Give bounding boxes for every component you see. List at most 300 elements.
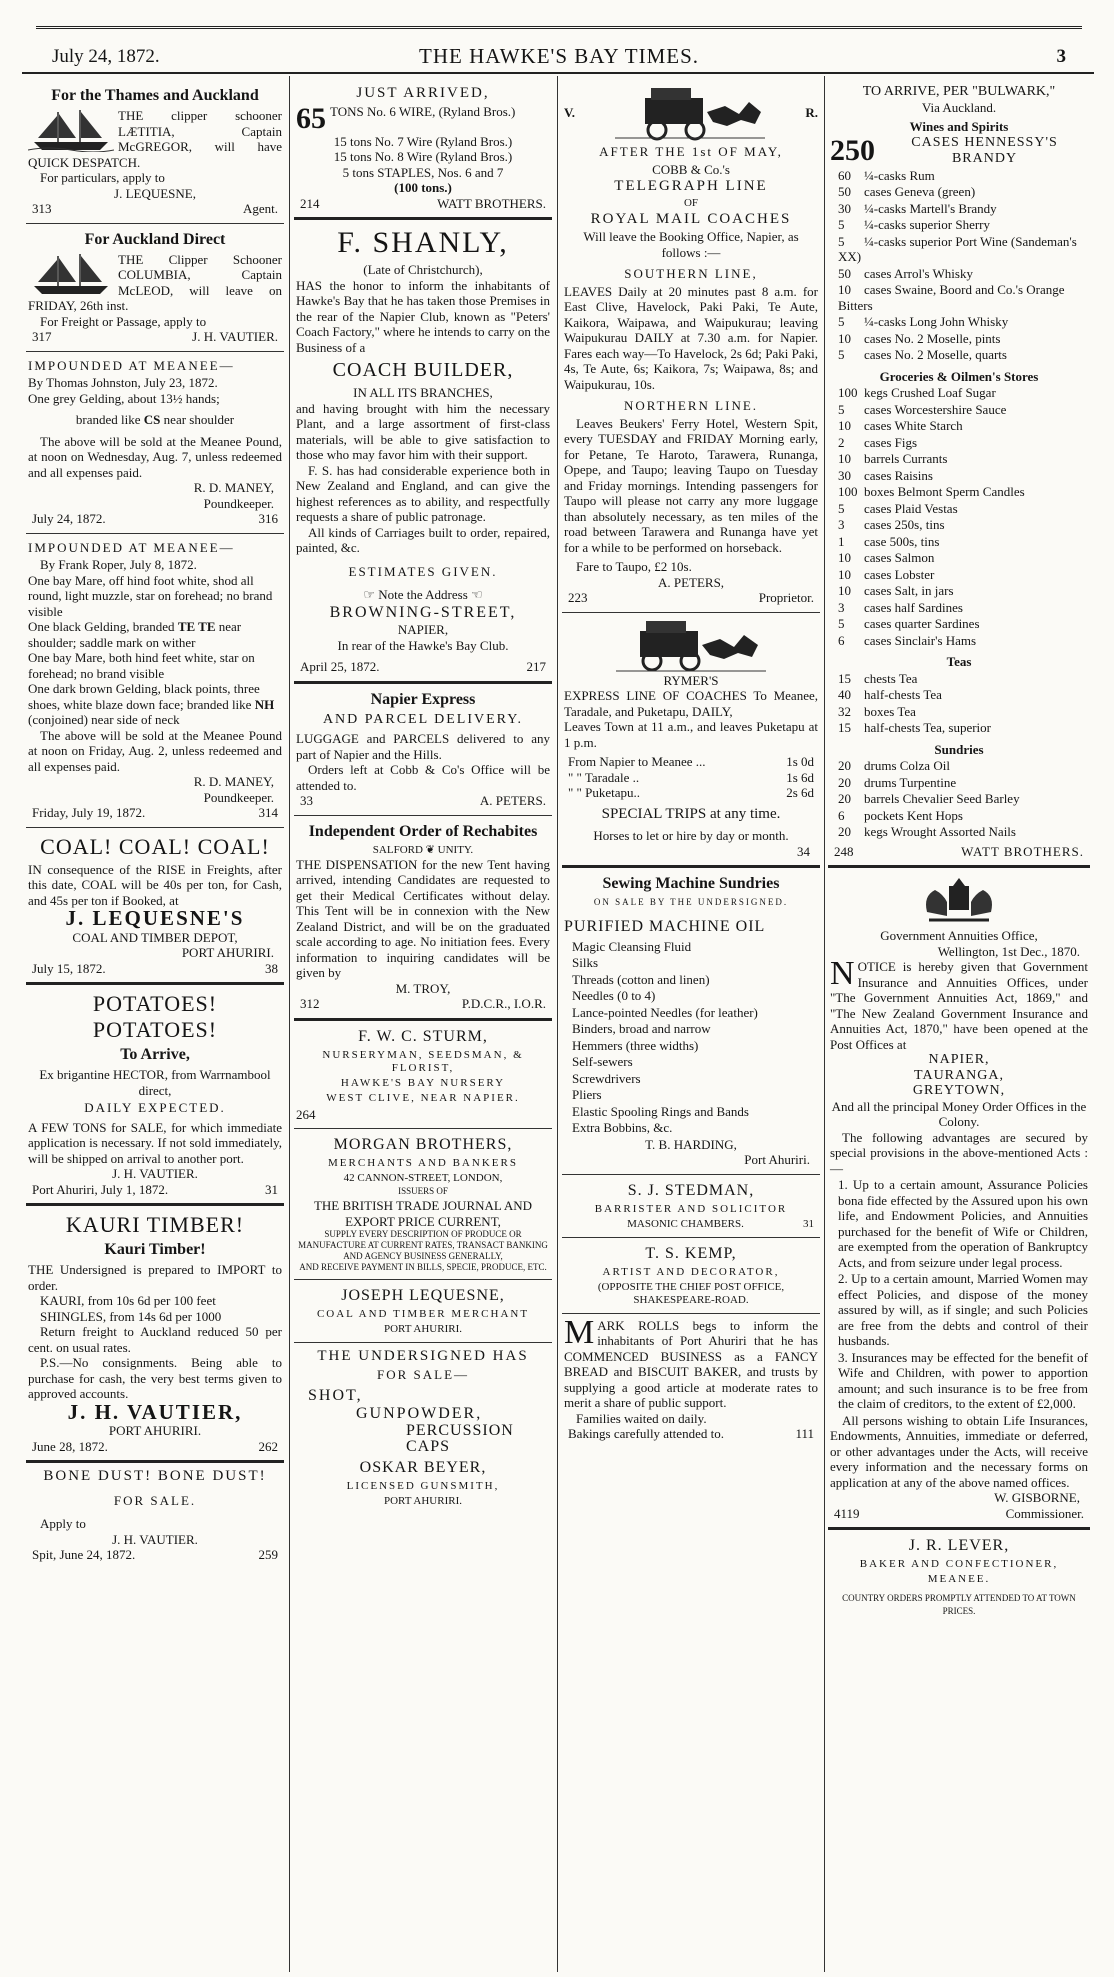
list-item [830, 331, 1088, 347]
ad-heading: MORGAN BROTHERS, [333, 1136, 513, 1153]
ad-line: MASONIC CHAMBERS. [627, 1217, 744, 1230]
wines-list [830, 168, 1088, 363]
item-quantity: 1 [838, 533, 845, 549]
list-item [830, 720, 1088, 736]
ad-bulwark [828, 80, 1090, 868]
ad-line: Bakings carefully attended to. [568, 1426, 724, 1441]
column-divider [824, 76, 825, 1972]
ad-signature: J. H. VAUTIER. [112, 1531, 198, 1547]
ad-number: 264 [296, 1106, 316, 1122]
fare-row [564, 754, 818, 770]
ad-body: All kinds of Carriages built to order, repaired, painted, &c. [296, 524, 550, 555]
ad-footer [296, 659, 550, 675]
list-item [830, 687, 1088, 703]
ad-line: SHINGLES, from 14s 6d per 1000 [40, 1308, 222, 1324]
ad-heading: J. R. LEVER, [908, 1537, 1010, 1554]
fare-row [564, 785, 818, 801]
ad-oskar-beyer [294, 1343, 552, 1514]
fare-route: " " Puketapu.. [568, 785, 640, 800]
list-item [830, 385, 1088, 401]
ad-footer [564, 1426, 818, 1442]
ad-line: Wellington, 1st Dec., 1870. [937, 943, 1080, 959]
ad-cobb-coaches [562, 80, 820, 613]
ad-number: 223 [568, 590, 588, 605]
ad-heading: TELEGRAPH LINE [614, 178, 768, 194]
ad-number: 316 [258, 511, 278, 526]
ad-subheading: Kauri Timber! [104, 1241, 206, 1258]
list-item [830, 451, 1088, 467]
ad-body: Leaves Town at 11 a.m., and leaves Puketapu at 1 p.m. [564, 719, 818, 750]
ad-heading: T. S. KEMP, [645, 1244, 737, 1262]
ad-kemp [562, 1238, 820, 1314]
item-quantity: 10 [838, 330, 851, 346]
ad-line: FOR SALE— [376, 1366, 470, 1382]
ad-number: 313 [32, 201, 52, 216]
ad-line: PURIFIED MACHINE OIL [564, 918, 766, 935]
ad-footer [28, 511, 282, 527]
royal-arms-icon [917, 872, 1001, 928]
ad-line: By Thomas Johnston, July 23, 1872. [28, 375, 218, 390]
ad-role: Proprietor. [758, 590, 814, 605]
masthead-rule [22, 72, 1094, 74]
column-divider [557, 76, 558, 1972]
ad-signature: T. B. HARDING, [645, 1136, 737, 1152]
ad-heading: JOSEPH LEQUESNE, [341, 1287, 505, 1304]
item-quantity: 100 [838, 385, 858, 400]
list-item [830, 791, 1088, 807]
ad-heading: S. J. STEDMAN, [627, 1181, 755, 1199]
ad-number: 312 [300, 996, 320, 1011]
column-1 [26, 80, 284, 1970]
ad-line: ISSUERS OF [398, 1186, 448, 1196]
fare-price: 1s 6d [786, 769, 814, 785]
list-item [830, 824, 1088, 840]
ad-line: 42 CANNON-STREET, LONDON, [343, 1172, 503, 1184]
item-quantity: 10 [838, 418, 851, 433]
item-quantity: 20 [838, 758, 851, 773]
item-quantity: 6 [838, 807, 845, 823]
item-quantity: 10 [838, 566, 851, 582]
list-item [830, 402, 1088, 418]
item-quantity: 5 [838, 233, 845, 249]
ad-line: CASES HENNESSY'S BRANDY [911, 135, 1058, 166]
item-description: ¼-casks superior Sherry [864, 217, 990, 232]
item-description: kegs Crushed Loaf Sugar [864, 385, 996, 400]
groceries-list [830, 385, 1088, 648]
ad-line: COAL AND TIMBER MERCHANT [316, 1308, 530, 1320]
ad-shanly [294, 220, 552, 684]
ad-line: LICENSED GUNSMITH, [346, 1480, 500, 1492]
ad-apply: Apply to [40, 1516, 86, 1531]
ad-signature: J. H. VAUTIER, [67, 1399, 243, 1424]
ad-body: THE DISPENSATION for the new Tent having arrived, intending Candidates are requested to get their Medical Certificates without delay. This Tent will be in connexion with the New Zealand District, and will be on the graduated scale according to age. No initiation fees. Every information to inquiring candidates will be given by [296, 856, 550, 980]
item-quantity: 5 [838, 616, 845, 631]
ad-body: The above will be sold at the Meanee Pound, at noon on Wednesday, Aug. 7, unless redeemed and all expenses paid. [28, 433, 282, 480]
office-place: TAURANGA, [914, 1067, 1004, 1083]
ad-line: BROWNING-STREET, [329, 603, 517, 621]
list-item [830, 314, 1088, 330]
item-quantity: 5 [838, 347, 845, 362]
item-description: kegs Wrought Assorted Nails [864, 824, 1016, 839]
item-quantity: 60 [838, 167, 851, 183]
big-number: 250 [830, 133, 875, 167]
ad-number: 111 [795, 1426, 814, 1441]
item-description: pockets Kent Hops [864, 807, 963, 823]
ad-footer [28, 1439, 282, 1455]
item-quantity: 15 [838, 670, 851, 686]
item-quantity: 50 [838, 184, 851, 199]
ad-heading: For Auckland Direct [84, 230, 226, 248]
ad-line: COBB & Co.'s [652, 161, 730, 177]
ad-line: SHAKESPEARE-ROAD. [633, 1293, 749, 1306]
item-quantity: 10 [838, 282, 851, 297]
ad-heading: Sewing Machine Sundries [602, 875, 780, 892]
ad-heading: IMPOUNDED AT MEANEE— [28, 357, 235, 373]
ad-footer [830, 1506, 1088, 1522]
ad-footer [830, 844, 1088, 860]
sewing-items-list [564, 939, 818, 1136]
ad-government-annuities [828, 868, 1090, 1530]
list-item: Binders, broad and narrow [572, 1021, 711, 1036]
ad-body: Orders left at Cobb & Co's Office will be attended to. [296, 762, 550, 793]
ad-line: DAILY EXPECTED. [84, 1100, 226, 1115]
list-item [830, 600, 1088, 616]
list-item [830, 266, 1088, 282]
ad-date: July 15, 1872. [32, 960, 106, 976]
item-quantity: 50 [838, 265, 851, 281]
item-description: cases Lobster [864, 566, 935, 582]
ad-heading: KAURI TIMBER! [65, 1212, 245, 1237]
list-item [830, 704, 1088, 720]
ad-line: One grey Gelding, about 13½ hands; [28, 390, 220, 406]
column-2 [294, 80, 552, 1970]
ad-role: P.D.C.R., I.O.R. [461, 996, 546, 1011]
ad-number: 38 [265, 960, 278, 976]
ad-rechabites [294, 816, 552, 1021]
item-quantity: 30 [838, 200, 851, 216]
ad-line: Note the Address [378, 587, 468, 602]
ad-place: PORT AHURIRI. [384, 1495, 462, 1507]
list-item: Needles (0 to 4) [572, 988, 656, 1003]
ad-body: A FEW TONS for SALE, for which immediate application is necessary. If not sold immediately, will be shipped on arrival to another port. [28, 1119, 282, 1166]
item-description: drums Colza Oil [864, 758, 950, 773]
ad-joseph-lequesne [294, 1280, 552, 1343]
list-item: Pliers [572, 1087, 602, 1102]
item-description: cases Salmon [864, 550, 935, 565]
ad-signature: WATT BROTHERS. [437, 195, 546, 211]
ad-line: One bay Mare, both hind feet white, star on forehead; no brand visible [28, 650, 255, 681]
item-description: case 500s, tins [864, 533, 940, 549]
ad-line: ARTIST AND DECORATOR, [602, 1265, 780, 1278]
ad-body: LEAVES Daily at 20 minutes past 8 a.m. for East Clive, Havelock, Paki Paki, Te Aute, Kaikora, Waipawa, and Waipukurau; leaving Waipukurau DAILY at 7.30 a.m. for Napier. Fares each way—To Havelock, 2s 6d; Paki Paki, 4s, Te Aute, 6s; Kaikora, 7s; Waipawa, 8s; and Waipukurau, 10s. [564, 283, 818, 392]
ad-signature: OSKAR BEYER, [359, 1459, 487, 1476]
page-number: 3 [1056, 46, 1066, 67]
list-item [830, 484, 1088, 500]
column-divider [289, 76, 290, 1972]
ad-subheading: ON SALE BY THE UNDERSIGNED. [593, 897, 789, 907]
ad-mark-rolls [562, 1314, 820, 1448]
list-item [830, 468, 1088, 484]
masthead [52, 42, 1066, 70]
ad-heading: TO ARRIVE, PER "BULWARK," [862, 84, 1056, 99]
section-heading: Sundries [934, 741, 984, 757]
ad-footer [28, 1547, 282, 1563]
sundries-list [830, 758, 1088, 840]
ad-line: Will leave the Booking Office, Napier, as follows :— [583, 229, 799, 260]
list-item: 3. Insurances may be effected for the benefit of Wife and Children, with power to apportion amount; and such insurance is to be free from the claim of creditors, to the extent of £2,000. [838, 1349, 1088, 1411]
list-item: Lance-pointed Needles (for leather) [572, 1004, 758, 1020]
ad-line: near shoulder; saddle mark on wither [28, 619, 242, 650]
ad-line: UNITY. [437, 843, 474, 856]
ad-date: April 25, 1872. [300, 659, 380, 674]
ad-role: Commissioner. [1005, 1505, 1084, 1521]
ad-line: 5 tons STAPLES, Nos. 6 and 7 [342, 164, 504, 180]
ad-heading: IMPOUNDED AT MEANEE— [28, 539, 235, 555]
ad-line: COUNTRY ORDERS PROMPTLY ATTENDED TO AT TOWN PRICES. [842, 1593, 1076, 1616]
item-quantity: 5 [838, 401, 845, 417]
ad-line: AFTER THE 1st OF MAY, [599, 144, 783, 159]
ad-line: One black Gelding, branded [28, 619, 175, 634]
ad-rymer-coaches [562, 613, 820, 869]
ad-signature: R. D. MANEY, [193, 774, 274, 789]
fare-route: " " Taradale .. [568, 769, 640, 785]
clasped-hands-icon: ❦ [425, 843, 435, 856]
ad-footer [28, 1182, 282, 1198]
ad-footer [28, 961, 282, 977]
item-description: boxes Tea [864, 703, 916, 719]
ad-signature: WATT BROTHERS. [961, 843, 1084, 859]
ad-number: 259 [258, 1547, 278, 1562]
ad-place: Port Ahuriri. [744, 1152, 810, 1167]
item-description: boxes Belmont Sperm Candles [864, 484, 1025, 499]
item-quantity: 32 [838, 703, 851, 719]
ad-number: 34 [797, 843, 810, 859]
item-description: drums Turpentine [864, 774, 957, 790]
ad-number: 262 [258, 1438, 278, 1454]
item-quantity: 5 [838, 500, 845, 516]
list-item [830, 808, 1088, 824]
ad-signature: J. LEQUESNE, [114, 185, 196, 201]
ad-heading: F. W. C. STURM, [358, 1027, 488, 1045]
list-item [830, 435, 1088, 451]
ad-auckland-direct [26, 224, 284, 352]
ad-line: KAURI, from 10s 6d per 100 feet [40, 1293, 216, 1308]
schooner-icon [28, 252, 114, 296]
ad-body: The above will be sold at the Meanee Pound at noon on Friday, Aug. 2, unless redeemed and all expenses paid. [28, 727, 282, 774]
ad-line: Government Annuities Office, [880, 928, 1038, 943]
ad-line: MERCHANTS AND BANKERS [328, 1157, 518, 1169]
note-address [296, 587, 550, 603]
ad-number: 33 [300, 793, 313, 808]
ad-signature: J. LEQUESNE'S [65, 906, 245, 930]
ad-line: near shoulder [163, 412, 235, 427]
ad-line: One dark brown Gelding, black points, three shoes, white blaze down face; branded like [28, 681, 260, 712]
ad-body: F. S. has had considerable experience both in New Zealand and England, and can give the highest references as to ability, and respectfully requests a share of public patronage. [296, 462, 550, 524]
issue-date: July 24, 1872. [52, 46, 160, 67]
item-description: cases Salt, in jars [864, 583, 954, 598]
pointing-hand-icon: ☞ [363, 587, 375, 602]
item-quantity: 3 [838, 599, 845, 615]
newspaper-title: THE HAWKE'S BAY TIMES. [419, 44, 699, 68]
ad-line: SUPPLY EVERY DESCRIPTION OF PRODUCE OR MANUFACTURE AT CURRENT RATES, TRANSACT BANKING AND AGENCY BUSINESS GENERALLY, [298, 1229, 548, 1261]
ad-line: (100 tons.) [394, 180, 452, 195]
ad-line: Families waited on daily. [576, 1410, 707, 1426]
item-description: cases Sinclair's Hams [864, 632, 977, 648]
item-description: cases No. 2 Moselle, quarts [864, 347, 1007, 362]
list-item [830, 234, 1088, 265]
list-item [830, 583, 1088, 599]
ad-line: NAPIER, [397, 622, 449, 637]
list-item: Silks [572, 955, 599, 970]
column-3 [562, 80, 820, 1970]
item-description: cases White Starch [864, 418, 963, 433]
item-description: ¼-casks Rum [864, 167, 935, 183]
ad-footer [564, 590, 818, 606]
ad-line: BAKER AND CONFECTIONER, [859, 1558, 1059, 1570]
item-description: ¼-casks Martell's Brandy [864, 200, 997, 216]
ad-line: Ex brigantine HECTOR, from Warrnambool direct, [39, 1067, 271, 1098]
ad-heading: THE UNDERSIGNED HAS [317, 1348, 529, 1364]
item-description: ¼-casks superior Port Wine (Sandeman's XX) [838, 233, 1077, 264]
fare-price: 2s 6d [786, 785, 814, 800]
ad-body: and having brought with him the necessary Plant, and a large assortment of first-class materials, will be able to give satisfaction to those who may favor him with their support. [296, 400, 550, 462]
ad-body: Leaves Beukers' Ferry Hotel, Western Spit, every TUESDAY and FRIDAY Morning early, for Petane, Te Haroto, Tarawera, Runanga, Opepe, and Taupo; leaving Taupo on Tuesday and Friday mornings. Intending passengers for Taupo will please not carry any more luggage than absolutely necessary, as ten miles of the road between Tarawera and Runanga have yet for a while to be performed on horseback. [564, 415, 818, 555]
list-item [830, 758, 1088, 774]
item-description: cases Geneva (green) [864, 184, 976, 199]
ad-line: Via Auckland. [921, 99, 997, 115]
ad-footer [296, 996, 550, 1012]
office-place: NAPIER, [928, 1052, 990, 1067]
ad-body: HAS the honor to inform the inhabitants of Hawke's Bay that he has taken those Premises in the rear of the Napier Club, known as "Peters' Coach Factory," where he intends to carry on the Business of a [296, 277, 550, 355]
ad-line: ESTIMATES GIVEN. [348, 563, 498, 579]
item-description: barrels Currants [864, 451, 948, 466]
ad-coal [26, 828, 284, 986]
ad-footer [296, 793, 550, 809]
list-item [830, 347, 1088, 363]
ad-footer [28, 201, 282, 217]
ad-date: June 28, 1872. [32, 1438, 108, 1454]
ad-heading: Napier Express [370, 690, 476, 708]
ad-line: Fare to Taupo, £2 10s. [576, 559, 692, 574]
fare-row [564, 770, 818, 786]
item-description: ¼-casks Long John Whisky [864, 314, 1009, 329]
item-description: cases Plaid Vestas [864, 500, 958, 516]
ad-heading: ROYAL MAIL COACHES [590, 210, 792, 227]
ad-footer [28, 805, 282, 821]
list-item [830, 201, 1088, 217]
item-quantity: 6 [838, 632, 845, 648]
ad-body: IN consequence of the RISE in Freights, after this date, COAL will be 40s per ton, for Cash, and 45s per ton if Booked, at [28, 861, 282, 908]
ad-line: AND RECEIVE PAYMENT IN BILLS, SPECIE, PRODUCE, ETC. [299, 1262, 547, 1272]
ad-line: In rear of the Hawke's Bay Club. [337, 637, 509, 653]
ad-stedman [562, 1175, 820, 1238]
ad-signature: M. TROY, [395, 980, 451, 996]
list-item [830, 184, 1088, 200]
item-quantity: 10 [838, 583, 851, 598]
fare-price: 1s 0d [786, 754, 814, 769]
ad-body: MARK ROLLS begs to inform the inhabitants of Port Ahuriri that he has COMMENCED BUSINESS as a FANCY BREAD and BISCUIT BAKER, and trusts by supplying a good article at moderate rates to merit a share of public support. [564, 1313, 818, 1410]
ad-just-arrived [294, 80, 552, 220]
teas-list [830, 671, 1088, 736]
ad-line: 15 tons No. 8 Wire (Ryland Bros.) [333, 149, 513, 164]
item-description: cases Figs [864, 434, 918, 450]
list-item [830, 217, 1088, 233]
ad-body: And all the principal Money Order Offices in the Colony. [831, 1098, 1087, 1129]
ad-line: One bay Mare, off hind foot white, shod all round, light muzzle, star on forehead; no brand visible [28, 572, 273, 619]
list-item: Magic Cleansing Fluid [572, 938, 692, 954]
list-item [830, 775, 1088, 791]
ad-line: OF [683, 196, 699, 209]
ad-subheading: AND PARCEL DELIVERY. [322, 711, 524, 727]
ad-line: HAWKE'S BAY NURSERY [340, 1076, 506, 1089]
ad-morgan-brothers [294, 1129, 552, 1280]
ad-heading: COAL! COAL! COAL! [40, 833, 270, 859]
list-item [830, 418, 1088, 434]
ad-line: NURSERYMAN, SEEDSMAN, & FLORIST, [322, 1048, 524, 1074]
ad-place: PORT AHURIRI. [181, 945, 274, 960]
ad-line: (conjoined) near side of neck [28, 712, 180, 727]
ad-heading: RYMER'S [663, 672, 719, 688]
list-item: Hemmers (three widths) [572, 1037, 699, 1053]
section-heading: Teas [946, 654, 972, 669]
ad-role: Agent. [242, 201, 278, 216]
list-item [830, 534, 1088, 550]
ad-subheading: NORTHERN LINE. [623, 398, 759, 413]
ad-line: MEANEE. [927, 1573, 991, 1585]
ad-subheading: (Late of Christchurch), [363, 262, 483, 277]
list-item [830, 633, 1088, 649]
list-item [830, 282, 1088, 313]
list-item: Self-sewers [572, 1054, 633, 1069]
item-quantity: 5 [838, 314, 845, 329]
ad-number: 4119 [834, 1505, 860, 1521]
section-heading: Groceries & Oilmen's Stores [879, 368, 1039, 384]
ad-heading: BONE DUST! BONE DUST! [43, 1468, 267, 1484]
ad-number: 248 [834, 843, 854, 859]
ad-line: By Frank Roper, July 8, 1872. [40, 557, 197, 572]
list-item [830, 168, 1088, 184]
pointing-hand-icon: ☜ [471, 587, 483, 602]
top-rule [36, 26, 1082, 29]
item-description: cases 250s, tins [864, 517, 945, 532]
ad-line: Return freight to Auckland reduced 50 per cent. on usual rates. [28, 1324, 282, 1355]
ad-line: P.S.—No consignments. Being able to purchase for cash, the very best terms given to approved accounts. [28, 1355, 282, 1401]
ad-body: NOTICE is hereby given that Government Insurance and Annuities Offices, under "The Government Annuities Act, 1869," and "The New Zealand Government Insurance and Annuities Act, 1870," have been opened at the Post Offices at [830, 955, 1088, 1052]
ad-line: BARRISTER AND SOLICITOR [594, 1202, 788, 1215]
ad-signature: R. D. MANEY, [193, 480, 274, 495]
brand-mark: CS [143, 412, 161, 427]
ad-line: PORT AHURIRI. [384, 1323, 462, 1335]
ad-signature: A. PETERS. [479, 793, 546, 808]
list-item: Extra Bobbins, &c. [572, 1120, 673, 1135]
item-quantity: 2 [838, 434, 845, 450]
ad-subheading: FOR SALE. [113, 1492, 197, 1508]
office-place: GREYTOWN, [912, 1083, 1006, 1098]
ad-date: Port Ahuriri, July 1, 1872. [32, 1181, 169, 1197]
ad-body: All persons wishing to obtain Life Insurances, Endowments, Annuities, immediate or deferred, or other advantages under the Acts, will receive every information and the necessary forms on application at any of the above named offices. [830, 1412, 1088, 1490]
item-quantity: 20 [838, 824, 851, 839]
ad-line: V. [564, 105, 575, 121]
ad-body: THE clipper schooner LÆTITIA, Captain McGREGOR, will have QUICK DESPATCH. [28, 108, 282, 170]
ad-heading: POTATOES! POTATOES! [92, 991, 218, 1042]
ad-napier-express [294, 684, 552, 816]
brand-mark: TE TE [177, 619, 216, 634]
item-quantity: 100 [838, 484, 858, 499]
ad-line: (OPPOSITE THE CHIEF POST OFFICE, [597, 1280, 785, 1293]
ad-body: EXPRESS LINE OF COACHES To Meanee, Taradale, and Puketapu, DAILY, [564, 688, 818, 719]
ad-number: 31 [803, 1217, 814, 1230]
brand-mark: NH [254, 696, 275, 712]
